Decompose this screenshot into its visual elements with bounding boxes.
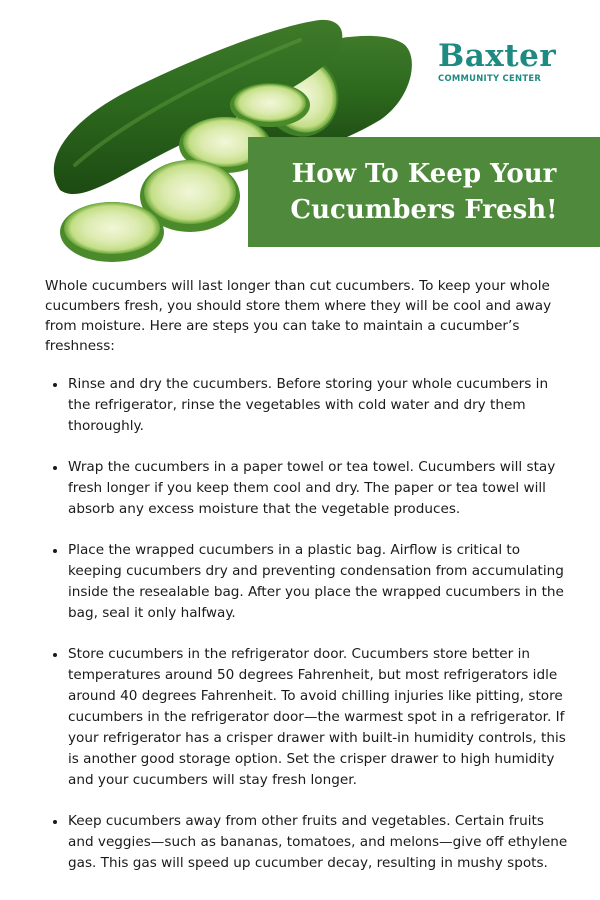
page-title	[290, 156, 557, 228]
list-item: Store cucumbers in the refrigerator door. Cucumbers store better in temperatures around 50 degrees Fahrenheit, but most refrigerators idle around 40 degrees Fahrenheit. To avoid chilling injuries like pitting, store cucumbers in the refrigerator door—the warmest spot in a refrigerator. If your refrigerator has a crisper drawer with built-in humidity controls, this is another good storage option. Set the crisper drawer to high humidity and your cucumbers will stay fresh longer.	[45, 644, 573, 791]
list-item: Place the wrapped cucumbers in a plastic bag. Airflow is critical to keeping cucumbers dry and preventing condensation from accumulating inside the resealable bag. After you place the wrapped cucumbers in the bag, seal it only halfway.	[45, 540, 573, 624]
brand-subtitle: COMMUNITY CENTER	[438, 73, 542, 83]
list-item: Keep cucumbers away from other fruits and vegetables. Certain fruits and veggies—such as bananas, tomatoes, and melons—give off ethylene gas. This gas will speed up cucumber decay, resulting in mushy spots.	[45, 811, 573, 874]
article-body	[45, 276, 573, 894]
list-item: Rinse and dry the cucumbers. Before storing your whole cucumbers in the refrigerator, rinse the vegetables with cold water and dry them thoroughly.	[45, 374, 573, 437]
page-title-line-1: How To Keep Your	[291, 159, 557, 189]
brand-logo	[438, 40, 568, 83]
list-item: Wrap the cucumbers in a paper towel or tea towel. Cucumbers will stay fresh longer if you keep them cool and dry. The paper or tea towel will absorb any excess moisture that the vegetable produces.	[45, 457, 573, 520]
brand-name: Baxter	[438, 38, 557, 74]
tips-list	[45, 374, 573, 874]
page-title-line-2: Cucumbers Fresh!	[290, 195, 558, 225]
intro-paragraph: Whole cucumbers will last longer than cut cucumbers. To keep your whole cucumbers fresh, you should store them where they will be cool and away from moisture. Here are steps you can take to maintain a cucumber’s freshness:	[45, 278, 552, 354]
title-banner	[248, 137, 600, 247]
